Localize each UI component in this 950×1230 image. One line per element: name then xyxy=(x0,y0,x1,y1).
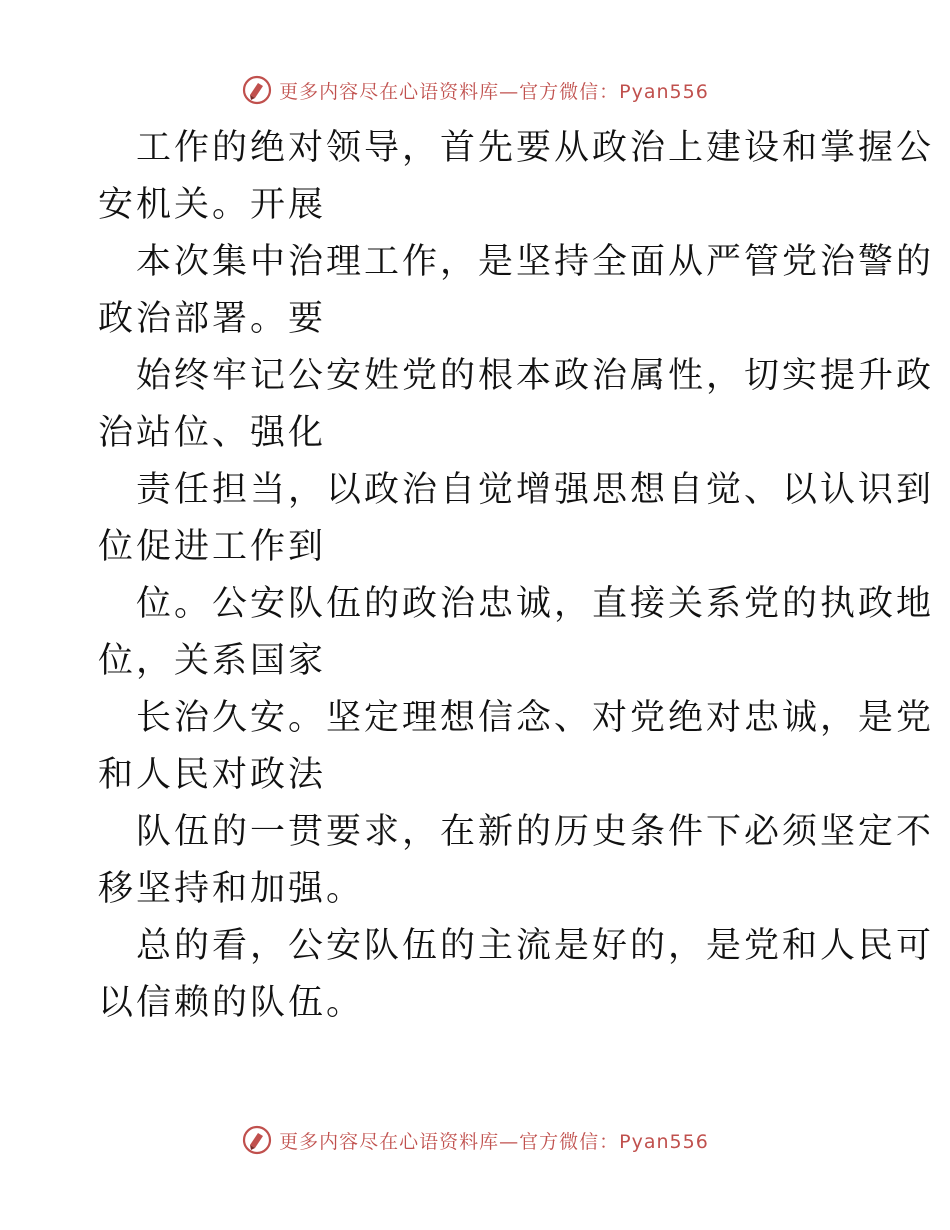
paragraph-line: 本次集中治理工作，是坚持全面从严管党治警的 xyxy=(136,242,935,282)
paragraph xyxy=(98,120,935,234)
paragraph-line: 治站位、强化 xyxy=(98,413,327,453)
document-body xyxy=(98,120,935,1032)
watermark-brand: 更多内容尽在心语资料库 xyxy=(279,80,500,103)
paragraph-line: 以信赖的队伍。 xyxy=(98,983,365,1023)
paragraph-line: 和人民对政法 xyxy=(98,755,327,795)
watermark-brand: 更多内容尽在心语资料库 xyxy=(279,1130,500,1153)
paragraph xyxy=(98,462,935,576)
paragraph xyxy=(98,348,935,462)
watermark-wechat: 官方微信：Pyan556 xyxy=(519,80,709,103)
watermark-separator: — xyxy=(499,80,520,103)
paragraph-line: 移坚持和加强。 xyxy=(98,869,365,909)
paragraph-line: 始终牢记公安姓党的根本政治属性，切实提升政 xyxy=(136,356,935,396)
paragraph xyxy=(98,804,935,918)
paragraph-line: 位。公安队伍的政治忠诚，直接关系党的执政地 xyxy=(136,584,935,624)
watermark-separator: — xyxy=(499,1130,520,1153)
paragraph-line: 工作的绝对领导，首先要从政治上建设和掌握公 xyxy=(136,128,935,168)
paragraph-line: 总的看，公安队伍的主流是好的，是党和人民可 xyxy=(136,926,935,966)
paragraph-line: 位促进工作到 xyxy=(98,527,327,567)
paragraph xyxy=(98,234,935,348)
paragraph-line: 位，关系国家 xyxy=(98,641,327,681)
watermark-wechat: 官方微信：Pyan556 xyxy=(519,1130,709,1153)
paragraph-line: 队伍的一贯要求，在新的历史条件下必须坚定不 xyxy=(136,812,935,852)
logo-icon xyxy=(241,74,273,106)
paragraph xyxy=(98,690,935,804)
logo-icon xyxy=(241,1124,273,1156)
paragraph-line: 责任担当，以政治自觉增强思想自觉、以认识到 xyxy=(136,470,935,510)
paragraph xyxy=(98,576,935,690)
paragraph xyxy=(98,918,935,1032)
paragraph-line: 政治部署。要 xyxy=(98,299,327,339)
paragraph-line: 安机关。开展 xyxy=(98,185,327,225)
footer-watermark xyxy=(0,1120,950,1160)
header-watermark xyxy=(0,70,950,110)
paragraph-line: 长治久安。坚定理想信念、对党绝对忠诚，是党 xyxy=(136,698,935,738)
